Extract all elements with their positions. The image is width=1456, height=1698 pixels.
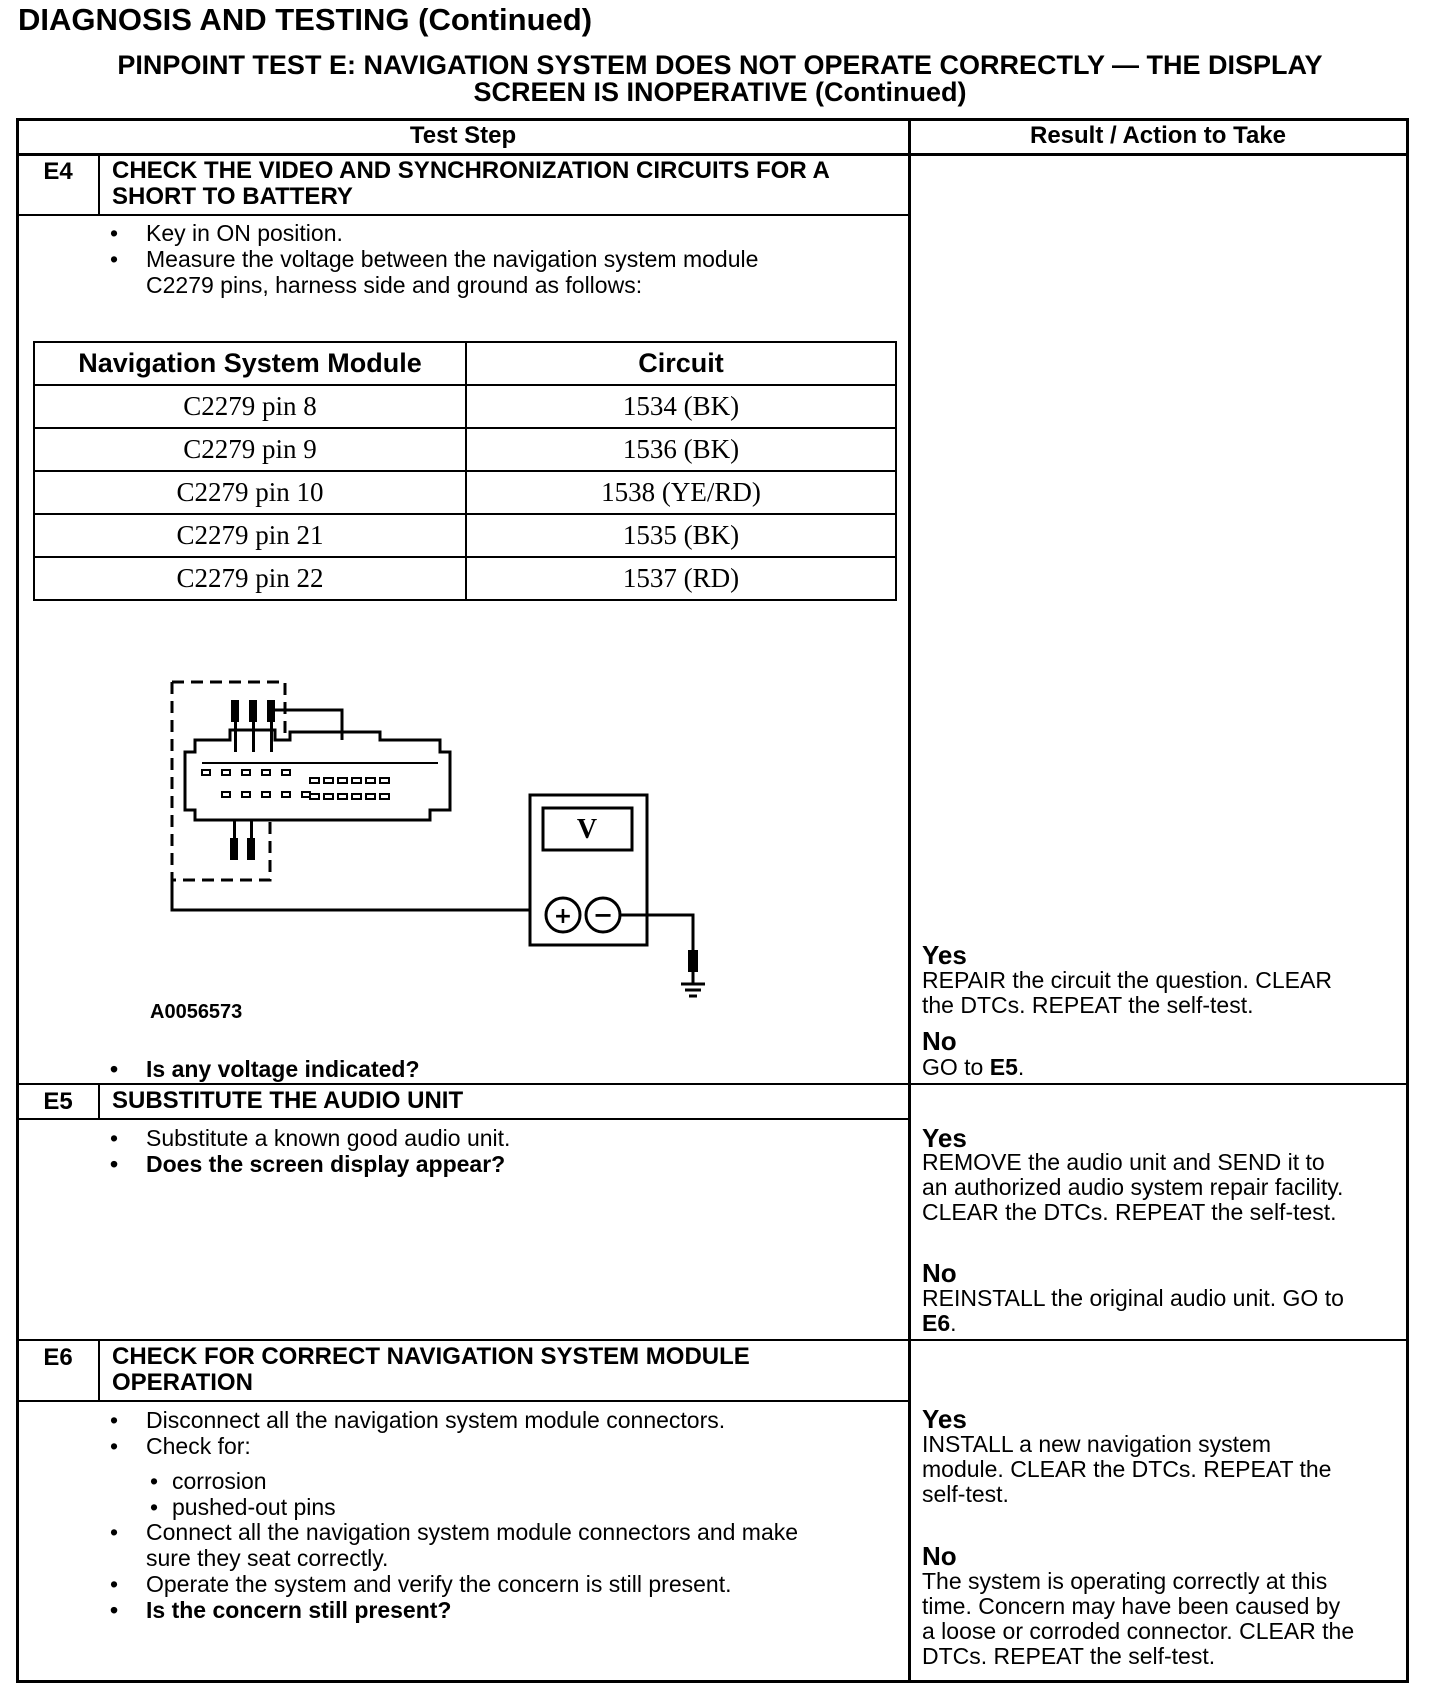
step-id-e4: E4 [43, 158, 73, 185]
pinpoint-title-line2: SCREEN IS INOPERATIVE (Continued) [473, 77, 967, 107]
e5-no-label: No [922, 1258, 957, 1288]
negative-probe-lead [172, 880, 530, 910]
e4-yes-action: REPAIR the circuit the question. CLEAR the DTCs. REPEAT the self-test. [922, 967, 1332, 1018]
column-header-test-step: Test Step [409, 122, 517, 149]
minus-icon: − [592, 901, 614, 929]
pin-cell: C2279 pin 10 [34, 471, 466, 514]
pinpoint-test-title [60, 52, 1380, 106]
table-row [34, 428, 896, 471]
goto-e5-link[interactable]: E5 [989, 1054, 1018, 1080]
e6-yes-action: INSTALL a new navigation system module. CLEAR the DTCs. REPEAT the self-test. [922, 1431, 1332, 1507]
figure-id: A0056573 [150, 1001, 243, 1023]
step-id-e6: E6 [43, 1344, 73, 1371]
table-row [34, 557, 896, 600]
table-top-border [16, 118, 1409, 121]
goto-e6-link[interactable]: E6 [922, 1310, 951, 1336]
table-row [34, 514, 896, 557]
voltmeter-connector-diagram [150, 670, 750, 1020]
e6-yes-label: Yes [922, 1404, 967, 1434]
plus-icon: + [553, 904, 573, 929]
step-title-e5: SUBSTITUTE THE AUDIO UNIT [112, 1087, 464, 1114]
circuit-cell: 1534 (BK) [466, 385, 896, 428]
e4-title-bottom [16, 214, 909, 216]
e4-row-bottom [16, 1083, 1409, 1085]
header-bottom-border [16, 153, 1409, 156]
e5-id-divider [98, 1083, 100, 1119]
pin-table-header-module: Navigation System Module [34, 342, 466, 385]
table-bottom-border [16, 1680, 1409, 1683]
e5-no-action: REINSTALL the original audio unit. GO to E6. [922, 1285, 1344, 1336]
pin-cell: C2279 pin 9 [34, 428, 466, 471]
table-row [34, 471, 896, 514]
column-divider [908, 118, 911, 1683]
e6-id-divider [98, 1339, 100, 1401]
pin-table-header-circuit: Circuit [466, 342, 896, 385]
pinpoint-title-line1: PINPOINT TEST E: NAVIGATION SYSTEM DOES NOT OPERATE CORRECTLY — THE DISPLAY [117, 50, 1323, 80]
step-title-e4: CHECK THE VIDEO AND SYNCHRONIZATION CIRCUITS FOR A SHORT TO BATTERY [112, 157, 830, 210]
e6-no-action: The system is operating correctly at this time. Concern may have been caused by a loose or corroded connector. CLEAR the DTCs. REPEAT the self-test. [922, 1568, 1355, 1669]
voltmeter-unit-label: V [576, 814, 598, 845]
e5-yes-action: REMOVE the audio unit and SEND it to an authorized audio system repair facility. CLEAR the DTCs. REPEAT the self-test. [922, 1149, 1344, 1225]
bottom-probes [230, 820, 255, 860]
e5-row-bottom [16, 1339, 1409, 1341]
table-right-border [1406, 118, 1409, 1683]
page-title: DIAGNOSIS AND TESTING (Continued) [18, 2, 593, 37]
e4-no-action: GO to E5. [922, 1054, 1025, 1080]
circuit-cell: 1538 (YE/RD) [466, 471, 896, 514]
column-header-result: Result / Action to Take [1029, 122, 1287, 149]
table-left-border [16, 118, 19, 1683]
e4-no-label: No [922, 1026, 957, 1056]
e5-title-bottom [16, 1118, 909, 1120]
pin-cell: C2279 pin 8 [34, 385, 466, 428]
circuit-cell: 1536 (BK) [466, 428, 896, 471]
e4-yes-label: Yes [922, 940, 967, 970]
table-row [34, 385, 896, 428]
ground-icon [681, 972, 705, 996]
e6-title-bottom [16, 1400, 909, 1402]
pin-table-header-row [34, 342, 896, 385]
step-title-e6: CHECK FOR CORRECT NAVIGATION SYSTEM MODULE OPERATION [112, 1343, 750, 1396]
e5-yes-label: Yes [922, 1123, 967, 1153]
pin-cell: C2279 pin 21 [34, 514, 466, 557]
e4-id-divider [98, 153, 100, 215]
pin-circuit-table [33, 341, 897, 601]
circuit-cell: 1537 (RD) [466, 557, 896, 600]
step-id-e5: E5 [43, 1088, 73, 1115]
pin-cell: C2279 pin 22 [34, 557, 466, 600]
circuit-cell: 1535 (BK) [466, 514, 896, 557]
e6-no-label: No [922, 1541, 957, 1571]
